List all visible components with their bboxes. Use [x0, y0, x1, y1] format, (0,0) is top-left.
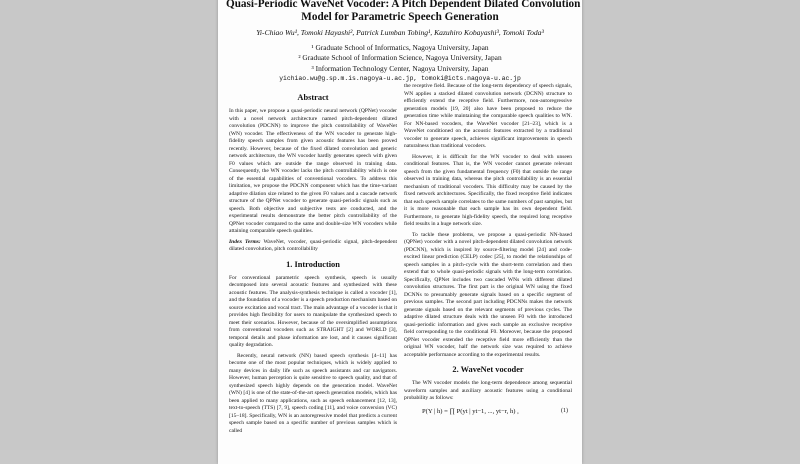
author-list: Yi-Chiao Wu¹, Tomoki Hayashi², Patrick Lumban Tobing¹, Kazuhiro Kobayashi³, Tomoki Toda³ — [256, 28, 544, 37]
index-terms-label: Index Terms: — [229, 238, 261, 245]
affiliation-3: ³ Information Technology Center, Nagoya University, Japan — [311, 63, 489, 73]
right-paragraph-1: the receptive field. Because of the long-term dependency of speech signals, WN applies a stacked dilated convolution network (DCNN) structure to efficiently extend the receptive field. Furthermore, non-autoregressive generation models [19, 20] also have been proposed to reduce the generation time while maintaining the comparable speech qualities to WN. For NN-based vocoders, the WaveNet vocoder [21–23], which is a WaveNet conditioned on the acoustic features extracted by a traditional vocoder to generate speech, achieves significant improvements in speech naturalness than traditional vocoders. — [404, 83, 572, 149]
equation-body: P(Y | h) = ∏ P(yt | yt−1, ..., yt−r, h) , — [422, 407, 519, 415]
paper-page — [218, 0, 582, 464]
abstract-text: In this paper, we propose a quasi-periodic neural network (QPNet) vocoder with a novel network architecture named pitch-dependent dilated convolution (PDCNN) to improve the pitch controllability of WaveNet (WN) vocoder. The effectiveness of the WN vocoder to generate high-fidelity speech samples from given acoustic features has been proved recently. However, because of the fixed dilated convolution and generic network architecture, the WN vocoder hardly generates speech with given F0 values which are outside the range observed in training data. Consequently, the WN vocoder lacks the pitch controllability which is one of the essential capabilities of conventional vocoders. To address this limitation, we propose the PDCNN component which has the time-variant adaptive dilation size related to the given F0 values and a cascade network structure of the QPNet vocoder to generate quasi-periodic signals such as speech. Both objective and subjective tests are conducted, and the experimental results demonstrate the better pitch controllability of the QPNet vocoder compared to the same and double-size WN vocoders while attaining comparable speech qualities. — [229, 108, 397, 234]
equation-1 — [404, 406, 572, 416]
index-terms — [229, 239, 397, 254]
left-column — [229, 92, 397, 438]
title-line-1: Quasi-Periodic WaveNet Vocoder: A Pitch Dependent Dilated Convolution — [226, 0, 581, 10]
author-emails: yichiao.wu@g.sp.m.is.nagoya-u.ac.jp, tomoki@icts.nagoya-u.ac.jp — [279, 75, 521, 83]
affiliations — [222, 43, 578, 85]
right-paragraph-3: To tackle these problems, we propose a quasi-periodic NN-based (QPNet) vocoder with a novel pitch-dependent dilated convolution network (PDCNN), which is inspired by source-filtering model [24] and code-excited linear prediction (CELP) codec [25], to model the relationships of speech samples in a pitch-cycle with the short-term correlation and then extend that to whole quasi-periodic signals with the long-term correlation. Specifically, QPNet includes two cascaded WNs with different dilated convolution structures. The first part is the original WN using the fixed DCNNs to presumably generate signals based on a specific segment of previous samples. The second part including PDCNNs makes the network generate signals based on the relevant segments of previous cycles. The adaptive dilated structure deals with the unseen F0 with the introduced quasi-periodic information and gives each sample an exclusive receptive field corresponding to the conditional F0. Moreover, because the proposed QPNet vocoder extended the receptive field more efficiently than the original WN vocoder, half the network size was required to achieve acceptable performance according to the experimental results. — [404, 231, 572, 358]
section-2-paragraph: The WN vocoder models the long-term dependence among sequential waveform samples and auxiliary acoustic features using a conditional probability as follows: — [404, 380, 572, 401]
paper-title — [226, 0, 581, 24]
title-line-2: Model for Parametric Speech Generation — [301, 11, 499, 23]
affiliation-2: ² Graduate School of Information Science, Nagoya University, Japan — [298, 53, 502, 63]
equation-number: (1) — [561, 407, 568, 414]
intro-paragraph-2: Recently, neural network (NN) based speech synthesis [4–11] has become one of the most popular techniques, which is widely applied to many devices in daily life such as speech assistants and car navigators. However, human perception is quite sensitive to speech quality, and that of synthesized speech highly depends on the generation model. WaveNet (WN) [4] is one of the state-of-the-art speech generation models, which has been applied to many applications, such as speech enhancement [12, 13], text-to-speech (TTS) [7, 9], speech coding [11], and voice conversion (VC) [15–18]. Specifically, WN is an autoregressive model that predicts a current speech sample based on a specific number of previous samples which is called — [229, 352, 397, 434]
index-terms-text: WaveNet, vocoder, quasi-periodic signal, pitch-dependent dilated convolution, pitch controllability — [229, 238, 397, 252]
intro-paragraph-1: For conventional parametric speech synthesis, speech is usually decomposed into several acoustic features and synthesized with these acoustic features. The analysis-synthesis technique is called a vocoder [1], and the foundation of a vocoder is a speech production mechanism based on source excitation and vocal tract. The main advantage of a vocoder is that it provides high flexibility for users to manipulate the synthesized speech to meet their scenarios. However, because of the oversimplified assumptions from conventional vocoders such as STRAIGHT [2] and WORLD [3], temporal details and phase information are lost, and it causes significant quality degradation. — [229, 274, 397, 348]
affiliation-1: ¹ Graduate School of Informatics, Nagoya University, Japan — [311, 43, 489, 52]
right-paragraph-2: However, it is difficult for the WN vocoder to deal with unseen conditional features. That is, the WN vocoder cannot generate relevant speech from the given fundamental frequency (F0) that outside the range observed in training data, whereas the pitch controllability is an essential mechanism of traditional vocoders. This difficulty may be caused by the fixed network architectures. Specifically, the fixed receptive field indicates that each speech sample correlates to the same numbers of past samples, but it is more reasonable that each sample has its own dependent field. Furthermore, to generate high-fidelity speech, the required long receptive field results in a huge network size. — [404, 153, 572, 227]
right-column — [404, 83, 572, 415]
introduction-heading: 1. Introduction — [286, 259, 340, 269]
abstract-heading: Abstract — [297, 93, 329, 102]
section-2-heading: 2. WaveNet vocoder — [452, 365, 524, 374]
